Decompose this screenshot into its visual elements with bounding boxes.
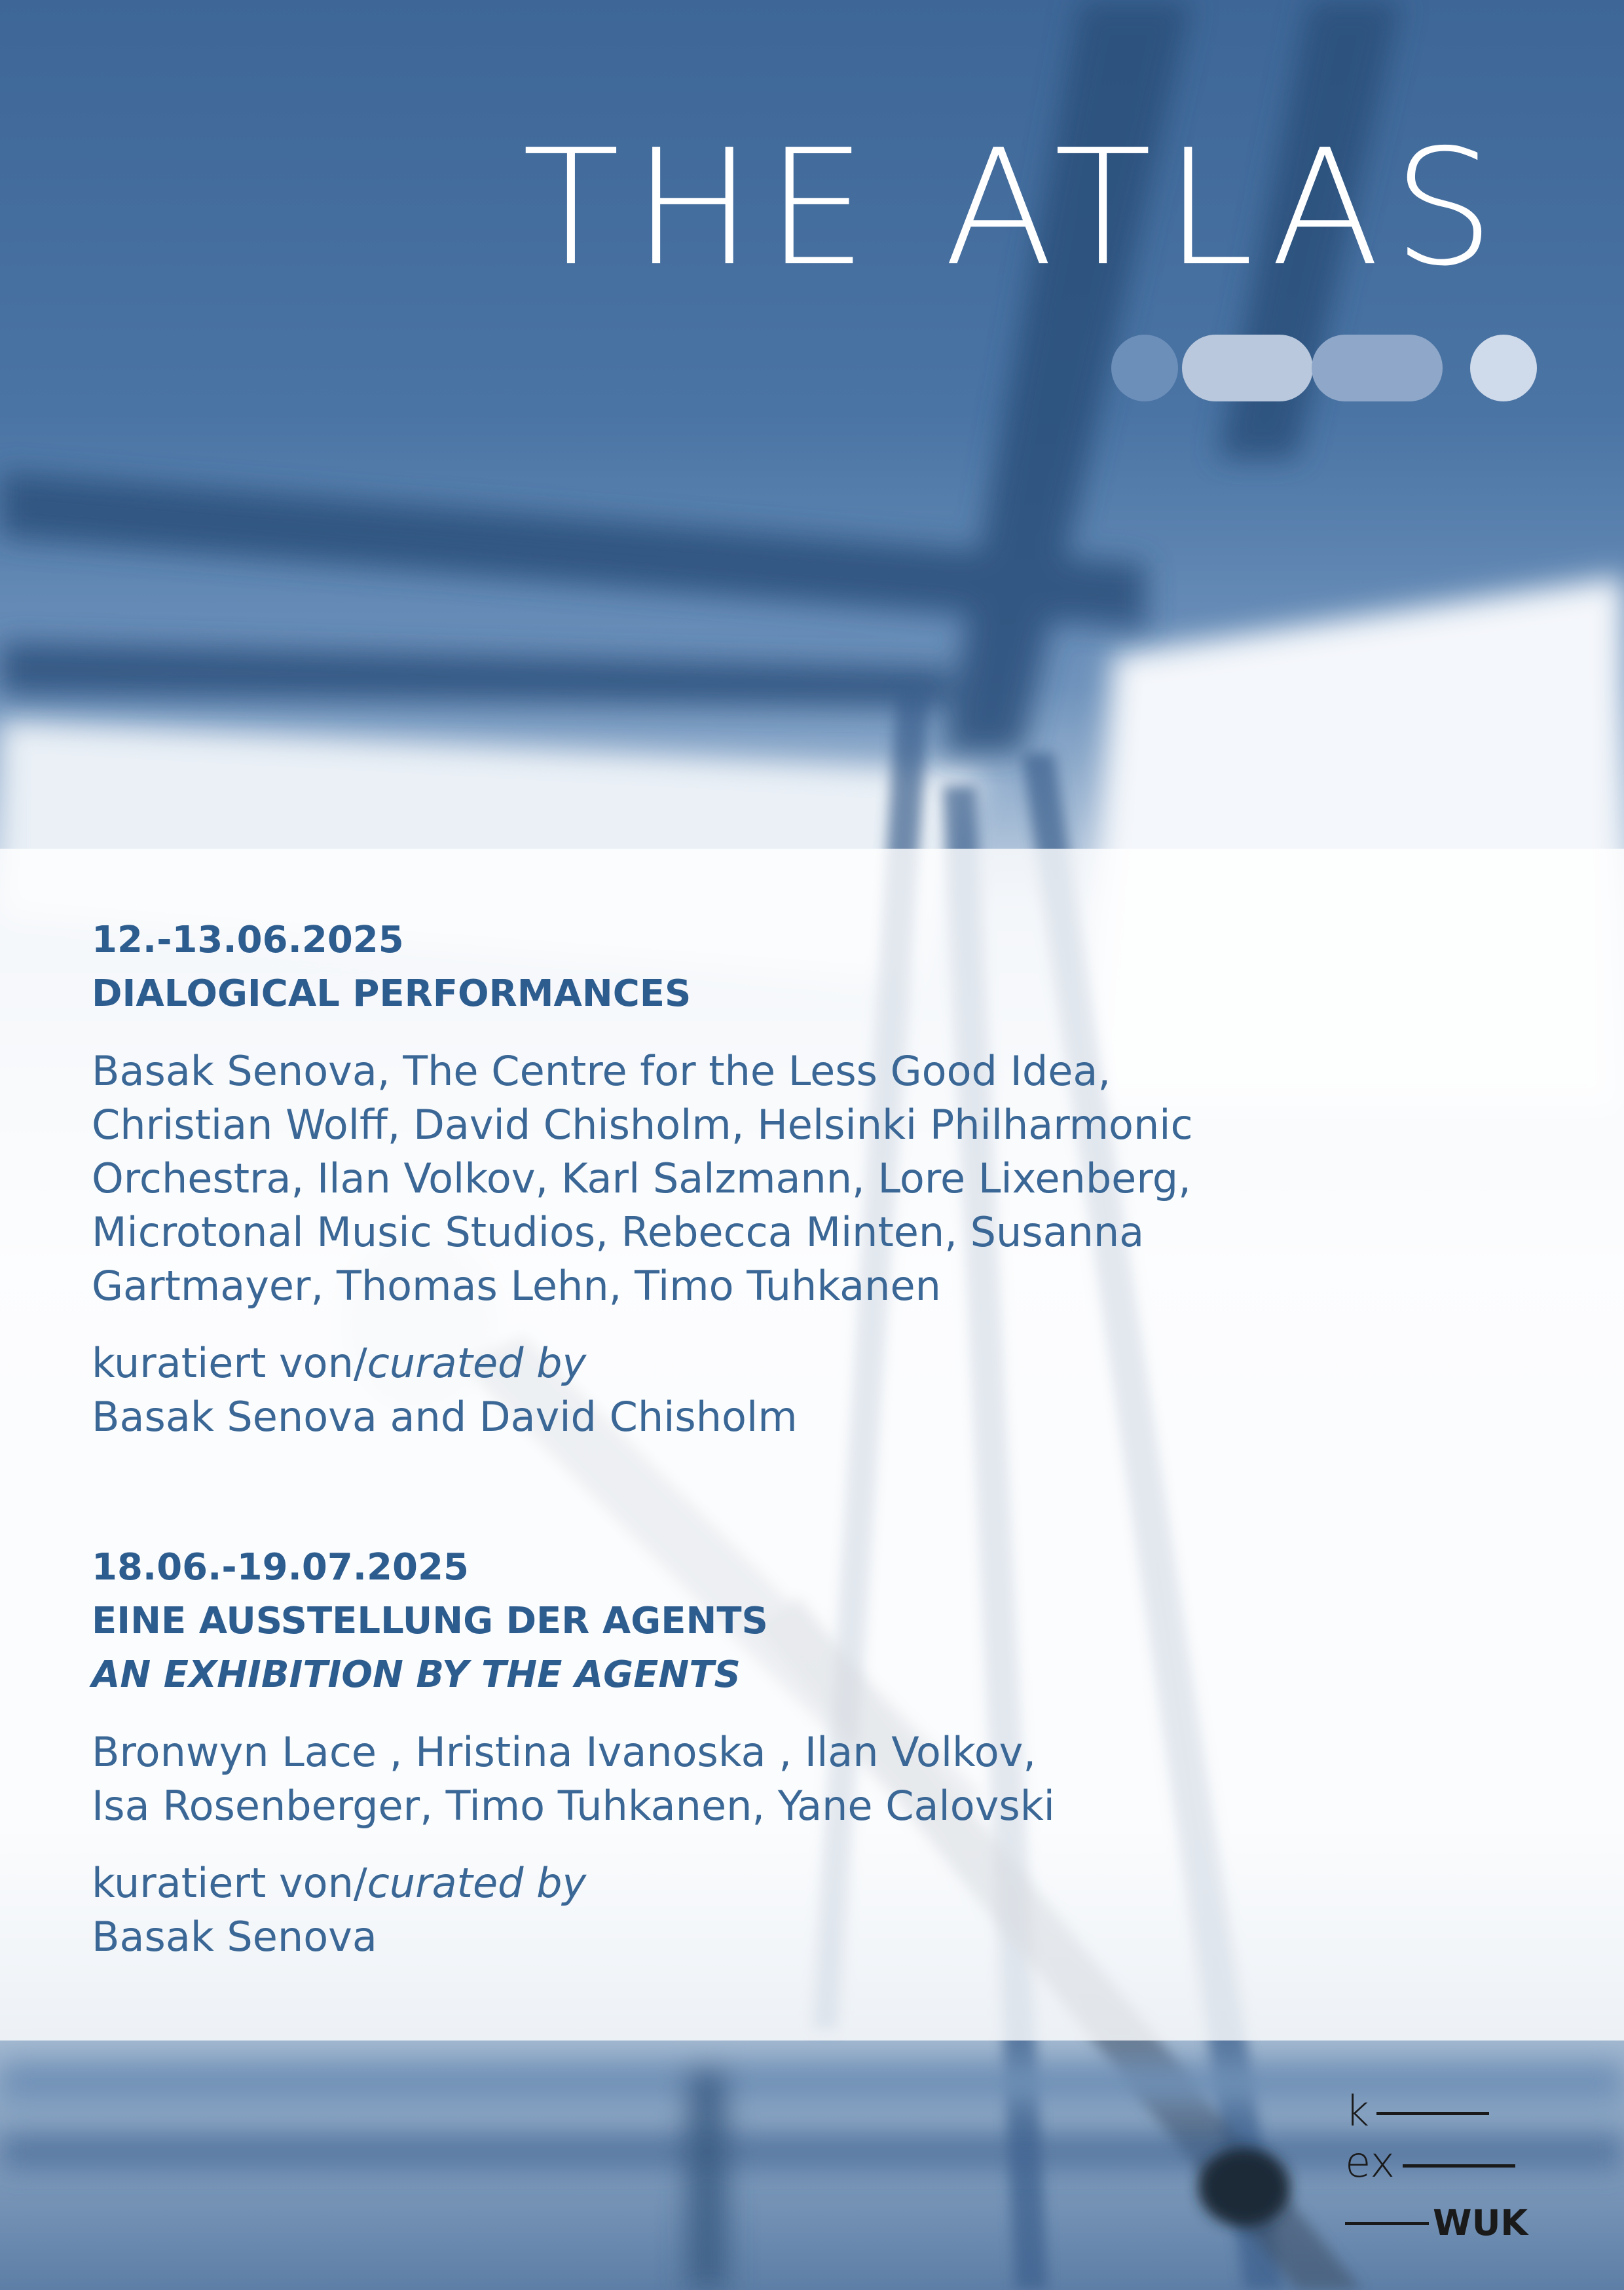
event-2-curators: Basak Senova bbox=[92, 1913, 377, 1961]
logo-line-3 bbox=[1345, 2222, 1429, 2225]
curated-de: kuratiert von/ bbox=[92, 1339, 367, 1387]
pill-2 bbox=[1182, 335, 1313, 401]
event-2-date: 18.06.-19.07.2025 bbox=[92, 1546, 469, 1589]
participants-line: Gartmayer, Thomas Lehn, Timo Tuhkanen bbox=[92, 1262, 941, 1310]
event-1-heading: DIALOGICAL PERFORMANCES bbox=[92, 972, 692, 1015]
participants-line: Basak Senova, The Centre for the Less Good Idea, bbox=[92, 1047, 1111, 1095]
curated-de: kuratiert von/ bbox=[92, 1859, 367, 1907]
event-listing bbox=[92, 914, 1401, 1964]
participants-line: Bronwyn Lace , Hristina Ivanoska , Ilan Volkov, bbox=[92, 1728, 1037, 1776]
event-2 bbox=[92, 1541, 1401, 1964]
logo-ex: ex bbox=[1345, 2139, 1395, 2187]
event-2-heading-de: EINE AUSSTELLUNG DER AGENTS bbox=[92, 1600, 768, 1642]
logo-k: k bbox=[1345, 2088, 1370, 2136]
event-1-curated-label bbox=[92, 1337, 1401, 1390]
poster-title: THE ATLAS bbox=[522, 115, 1507, 301]
participants-line: Microtonal Music Studios, Rebecca Minten, Susanna bbox=[92, 1208, 1145, 1256]
event-1-curators: Basak Senova and David Chisholm bbox=[92, 1393, 798, 1441]
participants-line: Orchestra, Ilan Volkov, Karl Salzmann, Lore Lixenberg, bbox=[92, 1154, 1191, 1202]
event-2-participants bbox=[92, 1726, 1401, 1833]
event-2-curated-label bbox=[92, 1856, 1401, 1910]
dot-4 bbox=[1470, 335, 1537, 401]
event-1 bbox=[92, 914, 1401, 1444]
dot-1 bbox=[1111, 335, 1178, 401]
pill-3 bbox=[1312, 335, 1443, 401]
kex-wuk-logo bbox=[1345, 2086, 1528, 2256]
participants-line: Christian Wolff, David Chisholm, Helsinki Philharmonic bbox=[92, 1101, 1193, 1149]
logo-line-2 bbox=[1403, 2164, 1515, 2168]
event-2-heading-en: AN EXHIBITION BY THE AGENTS bbox=[92, 1653, 741, 1696]
participants-line: Isa Rosenberger, Timo Tuhkanen, Yane Calovski bbox=[92, 1782, 1055, 1830]
logo-wuk: WUK bbox=[1433, 2202, 1528, 2244]
curated-en: curated by bbox=[367, 1859, 587, 1907]
decorative-dots bbox=[1111, 335, 1540, 401]
event-1-participants bbox=[92, 1044, 1401, 1313]
event-1-date: 12.-13.06.2025 bbox=[92, 919, 404, 961]
logo-line-1 bbox=[1376, 2112, 1489, 2115]
curated-en: curated by bbox=[367, 1339, 587, 1387]
